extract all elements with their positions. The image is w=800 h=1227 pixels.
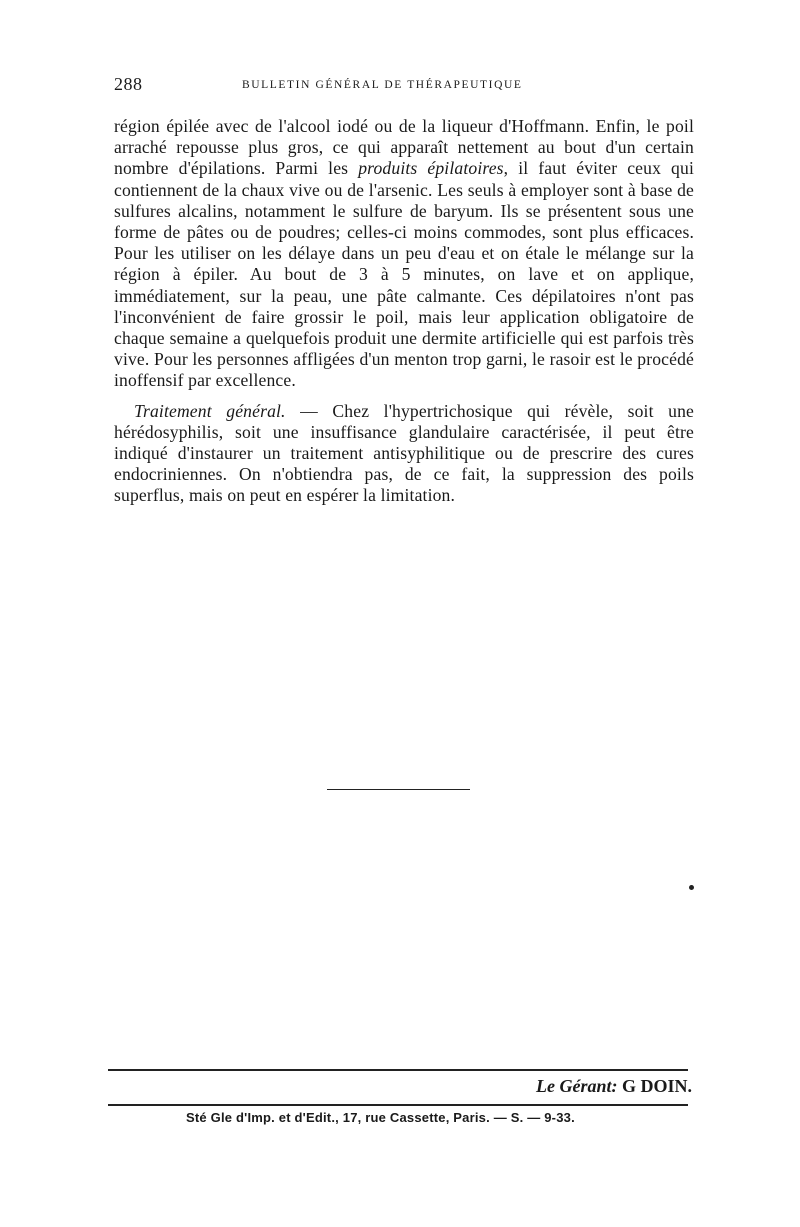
footer-gerant: [536, 1076, 692, 1097]
paragraph-text: — Chez l'hypertrichosique qui révèle, soit une hérédosyphilis, soit une insuffisance glandulaire caractérisée, il peut être indiqué d'instaurer un traitement antisyphilitique ou de prescrire des cures endocriniennes. On n'obtiendra pas, de ce fait, la suppression des poils superflus, mais on peut en espérer la limitation.: [114, 400, 694, 506]
printer-imprint: Sté Gle d'Imp. et d'Edit., 17, rue Cassette, Paris. — S. — 9-33.: [186, 1110, 575, 1125]
italic-term: produits épilatoires: [358, 158, 504, 179]
gerant-name: G DOIN.: [621, 1076, 692, 1096]
footer-rule-top: [108, 1069, 688, 1071]
paragraph-text: , il faut éviter ceux qui contiennent de la chaux vive ou de l'arsenic. Les seuls à employer sont à base de sulfures alcalins, notamment le sulfure de baryum. Ils se présentent sous une forme de pâtes ou de poudres; celles-ci moins commodes, sont plus efficaces. Pour les utiliser on les délaye dans un peu d'eau et on étale le mélange sur la région à épiler. Au bout de 3 à 5 minutes, on lave et on applique, immédiatement, sur la peau, une pâte calmante. Ces dépilatoires n'ont pas l'inconvénient de faire grossir le poil, mais leur application obligatoire de chaque semaine a quelquefois produit une dermite artificielle qui est parfois très vive. Pour les personnes affligées d'un menton trop garni, le rasoir est le procédé inoffensif par excellence.: [114, 158, 694, 391]
paragraph-traitement-general: [114, 401, 694, 507]
page-number: 288: [114, 74, 143, 94]
paragraph-epilatoires: [114, 116, 694, 392]
print-speck: [689, 885, 694, 890]
end-of-article-rule: [327, 789, 470, 790]
section-run-in-heading: Traitement général.: [134, 400, 286, 421]
page-header: [114, 74, 696, 98]
footer-rule-bottom: [108, 1104, 688, 1106]
article-body: [114, 116, 694, 507]
paragraph-text: région épilée avec de l'alcool iodé ou de la liqueur d'Hoffmann. Enfin, le poil arraché repousse plus gros, ce qui apparaît nettement au bout d'un certain nombre d'épilations. Parmi les: [114, 116, 694, 179]
running-head: BULLETIN GÉNÉRAL DE THÉRAPEUTIQUE: [242, 79, 523, 91]
gerant-label: Le Gérant:: [536, 1076, 618, 1096]
